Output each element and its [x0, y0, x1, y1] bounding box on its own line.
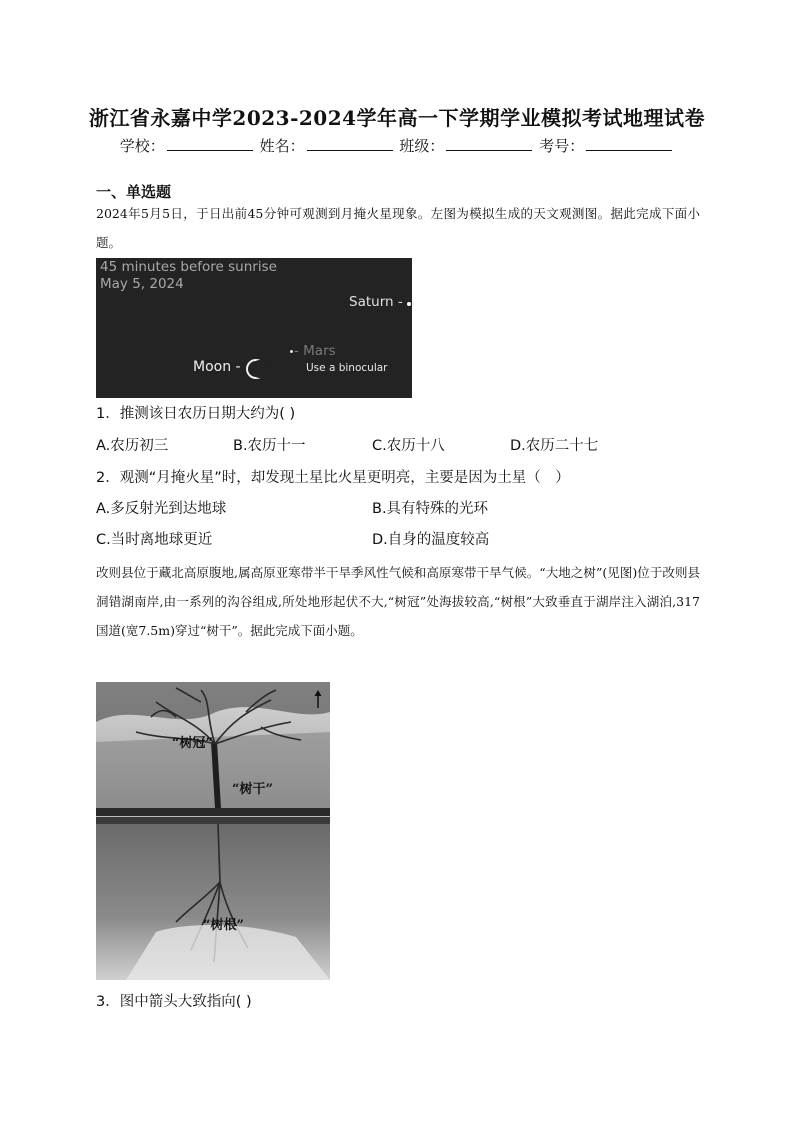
- passage-2: 改则县位于藏北高原腹地,属高原亚寒带半干旱季风性气候和高原寒带干旱气候。“大地之树”(见图)位于改则县洞错湖南岸,由一系列的沟谷组成,所处地形起伏不大,“树冠”处海拔较高,“树根”大致垂直于湖岸注入湖泊,317国道(宽7.5m)穿过“树干”。据此完成下面小题。: [96, 565, 700, 638]
- sky-observation-figure: [96, 258, 412, 398]
- root-label: “树根”: [203, 918, 244, 933]
- question-1-stem: 1．推测该日农历日期大约为( ): [96, 406, 296, 422]
- figure-date-label: May 5, 2024: [100, 276, 184, 292]
- question-2-stem: 2．观测“月掩火星”时，却发现土星比火星更明亮，主要是因为土星（ ）: [96, 470, 570, 486]
- trunk-label: “树干”: [232, 782, 273, 797]
- moon-label: Moon -: [193, 359, 241, 375]
- section-title: 一、单选题: [96, 183, 172, 201]
- mars-label: - Mars: [294, 343, 336, 359]
- q2-option-d[interactable]: D.自身的温度较高: [372, 532, 490, 548]
- saturn-dot: [407, 302, 411, 306]
- crown-label: “树冠”: [172, 736, 213, 751]
- name-blank[interactable]: [307, 136, 393, 151]
- q1-option-a[interactable]: A.农历初三: [96, 438, 169, 454]
- q1-option-c[interactable]: C.农历十八: [372, 438, 445, 454]
- exam-number-label: 考号：: [539, 137, 585, 155]
- exam-number-blank[interactable]: [586, 136, 672, 151]
- tree-photo-drawing: [96, 682, 330, 980]
- class-label: 班级：: [399, 137, 445, 155]
- crescent-moon-icon: [245, 358, 267, 380]
- mars-dot: [290, 350, 293, 353]
- q1-option-d[interactable]: D.农历二十七: [510, 438, 599, 454]
- name-label: 姓名：: [259, 137, 305, 155]
- figure-time-label: 45 minutes before sunrise: [100, 259, 277, 275]
- q1-option-b[interactable]: B.农历十一: [233, 438, 306, 454]
- school-label: 学校：: [119, 137, 165, 155]
- question-3-stem: 3．图中箭头大致指向( ): [96, 994, 252, 1010]
- q2-option-b[interactable]: B.具有特殊的光环: [372, 501, 489, 517]
- class-blank[interactable]: [446, 136, 532, 151]
- student-info-row: [0, 135, 794, 156]
- q2-option-c[interactable]: C.当时离地球更近: [96, 532, 213, 548]
- north-arrow-icon: [314, 690, 322, 708]
- saturn-label: Saturn -: [349, 294, 403, 310]
- tree-of-earth-photo: [96, 682, 330, 980]
- binocular-note: Use a binocular: [306, 362, 388, 374]
- exam-title: 浙江省永嘉中学2023-2024学年高一下学期学业模拟考试地理试卷: [88, 106, 706, 130]
- passage-1: 2024年5月5日，于日出前45分钟可观测到月掩火星现象。左图为模拟生成的天文观测图。据此完成下面小题。: [96, 206, 700, 250]
- q2-option-a[interactable]: A.多反射光到达地球: [96, 501, 227, 517]
- school-blank[interactable]: [167, 136, 253, 151]
